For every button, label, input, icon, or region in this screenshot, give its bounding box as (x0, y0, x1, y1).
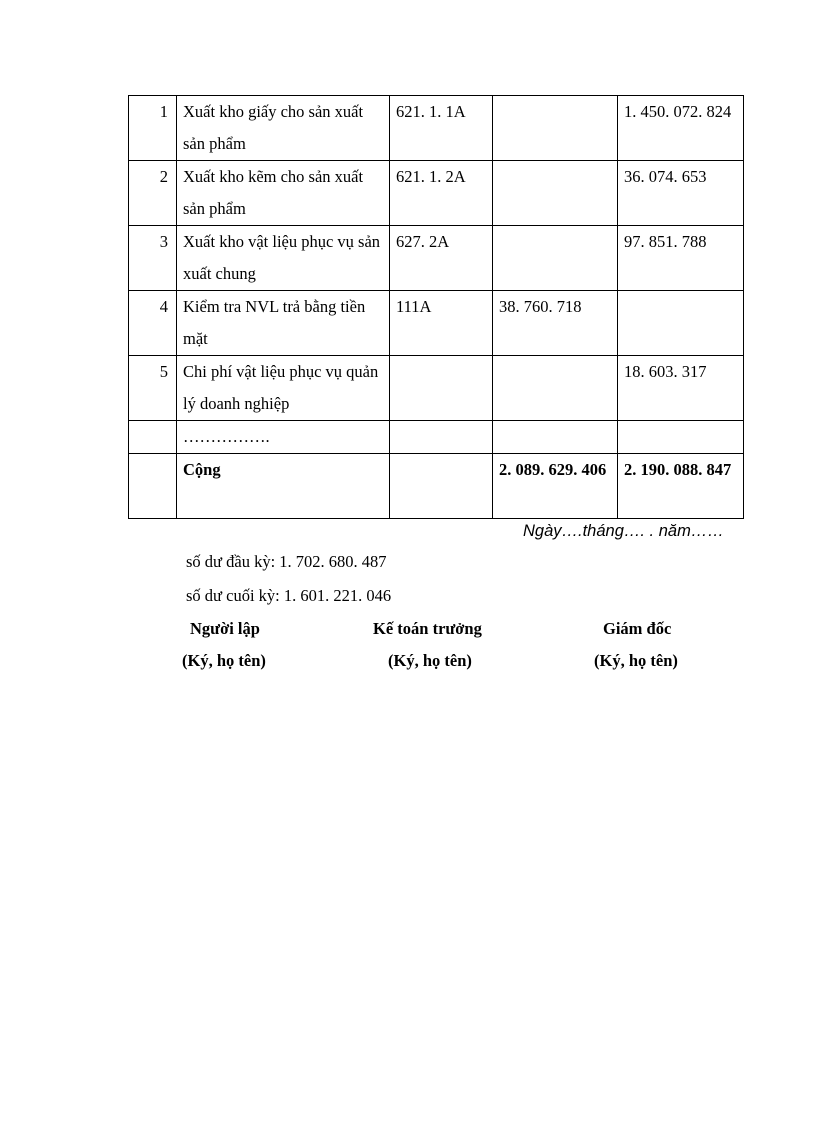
row-description: Kiểm tra NVL trả bằng tiền mặt (177, 291, 390, 356)
row-debit (493, 96, 618, 161)
table-row (129, 421, 744, 454)
table-row (129, 96, 744, 161)
row-number: 3 (129, 226, 177, 291)
signature-preparer-title: Người lập (190, 619, 260, 638)
total-label: Cộng (177, 454, 390, 519)
total-credit: 2. 190. 088. 847 (618, 454, 744, 519)
row-debit (493, 226, 618, 291)
row-credit (618, 421, 744, 454)
row-number: 2 (129, 161, 177, 226)
row-description: Xuất kho giấy cho sản xuất sản phẩm (177, 96, 390, 161)
table-row (129, 226, 744, 291)
row-credit (618, 291, 744, 356)
table-row (129, 356, 744, 421)
row-account: 621. 1. 2A (390, 161, 493, 226)
total-debit: 2. 089. 629. 406 (493, 454, 618, 519)
opening-balance: số dư đầu kỳ: 1. 702. 680. 487 (186, 552, 387, 571)
signature-director-title: Giám đốc (603, 619, 672, 638)
total-account (390, 454, 493, 519)
date-line: Ngày….tháng…. . năm…… (523, 522, 724, 540)
row-credit: 18. 603. 317 (618, 356, 744, 421)
row-account: 111A (390, 291, 493, 356)
row-account: 627. 2A (390, 226, 493, 291)
row-number: 4 (129, 291, 177, 356)
row-credit: 36. 074. 653 (618, 161, 744, 226)
table-row (129, 161, 744, 226)
row-description: Chi phí vật liệu phục vụ quản lý doanh nghiệp (177, 356, 390, 421)
signature-preparer-note: (Ký, họ tên) (182, 651, 266, 670)
row-description: Xuất kho kẽm cho sản xuất sản phẩm (177, 161, 390, 226)
row-debit (493, 421, 618, 454)
signature-director-note: (Ký, họ tên) (594, 651, 678, 670)
signature-chief-accountant-note: (Ký, họ tên) (388, 651, 472, 670)
total-row (129, 454, 744, 519)
row-number: 5 (129, 356, 177, 421)
row-debit: 38. 760. 718 (493, 291, 618, 356)
row-number: 1 (129, 96, 177, 161)
row-description: Xuất kho vật liệu phục vụ sản xuất chung (177, 226, 390, 291)
signature-chief-accountant-title: Kế toán trưởng (373, 619, 482, 638)
row-account: 621. 1. 1A (390, 96, 493, 161)
row-account (390, 356, 493, 421)
table-row (129, 291, 744, 356)
row-description: ……………. (177, 421, 390, 454)
row-debit (493, 356, 618, 421)
ledger-table (128, 95, 744, 519)
row-credit: 1. 450. 072. 824 (618, 96, 744, 161)
row-credit: 97. 851. 788 (618, 226, 744, 291)
total-number (129, 454, 177, 519)
row-account (390, 421, 493, 454)
row-debit (493, 161, 618, 226)
row-number (129, 421, 177, 454)
closing-balance: số dư cuối kỳ: 1. 601. 221. 046 (186, 586, 392, 605)
